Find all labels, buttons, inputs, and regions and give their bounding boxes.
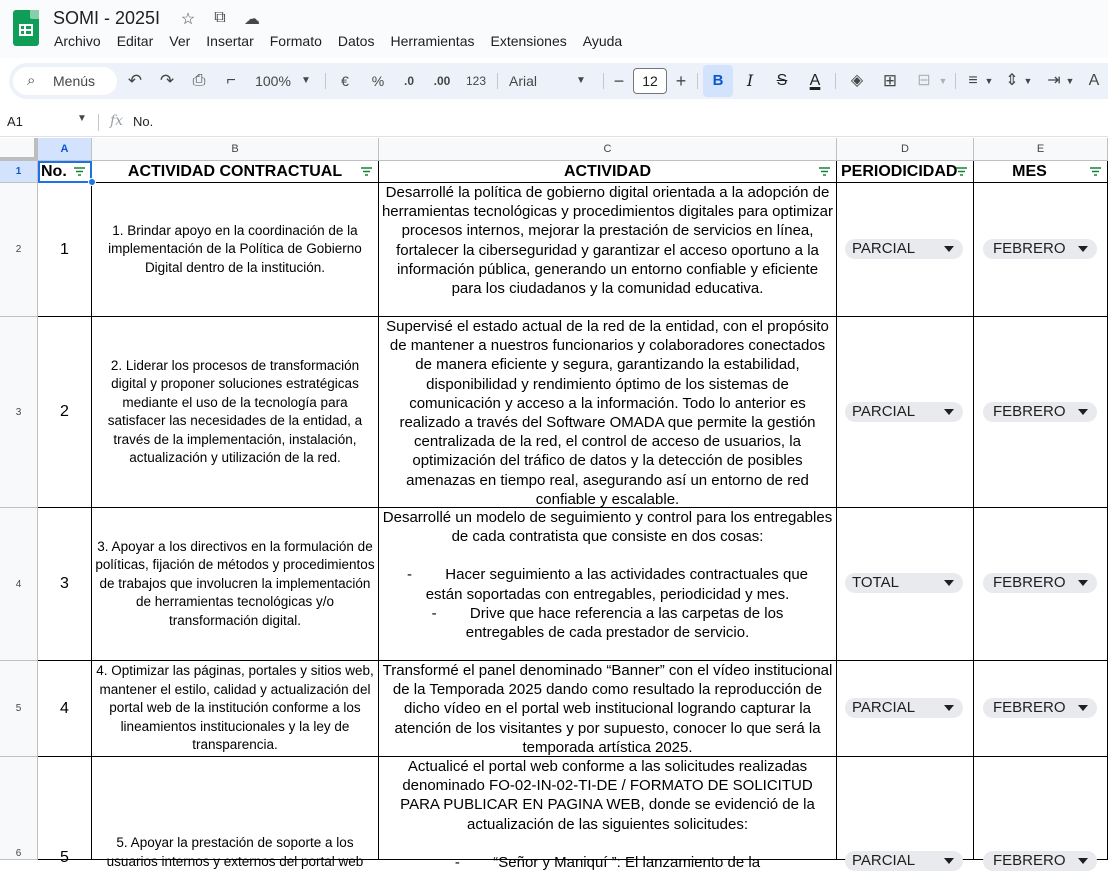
cell-periodicidad[interactable] — [837, 757, 974, 869]
row-header-2[interactable]: 2 — [0, 183, 38, 317]
text-rotation-icon[interactable]: A — [1088, 72, 1100, 89]
menu-extensiones[interactable]: Extensiones — [490, 33, 567, 49]
header-cell-actividad[interactable] — [379, 161, 837, 183]
periodicidad-value: PARCIAL — [852, 240, 916, 257]
menu-datos[interactable]: Datos — [337, 33, 375, 49]
menu-formato[interactable]: Formato — [269, 33, 322, 49]
contractual-text: 5. Apoyar la prestación de soporte a los usuarios internos y externos del portal web — [106, 835, 364, 869]
cell-no-value: 5 — [60, 849, 69, 866]
zoom-chevron-down-icon[interactable]: ▼ — [301, 75, 311, 86]
chevron-down-icon — [1078, 705, 1088, 711]
chevron-down-icon — [944, 409, 954, 415]
cell-periodicidad[interactable] — [837, 661, 974, 757]
header-actividad-label: ACTIVIDAD — [563, 162, 652, 180]
menu-ver[interactable]: Ver — [169, 33, 191, 49]
chevron-down-icon — [944, 580, 954, 586]
menu-bar — [54, 33, 638, 49]
header-cell-actividad-contractual[interactable] — [92, 161, 379, 183]
cell-actividad-contractual[interactable]: 2. Liderar los procesos de transformación digital y proponer soluciones estratégicas mediante el uso de la tecnología para satisfacer las necesidades de la entidad, a través de la implementación, instalación, actualización y utilización de la red. — [92, 317, 379, 508]
actividad-paragraph: Desarrollé un modelo de seguimiento y control para los entregables de cada contratista que consiste en dos cosas: — [382, 509, 833, 546]
fill-color-icon[interactable]: ◈ — [850, 72, 864, 89]
bold-button[interactable]: B — [703, 65, 733, 97]
row-header-5[interactable]: 5 — [0, 661, 38, 757]
title-bar — [0, 0, 1108, 58]
chevron-down-icon — [944, 705, 954, 711]
header-cell-periodicidad[interactable] — [837, 161, 974, 183]
periodicidad-value: PARCIAL — [852, 403, 916, 420]
font-chevron-down-icon[interactable]: ▼ — [576, 75, 586, 86]
chevron-down-icon — [1078, 580, 1088, 586]
mes-dropdown-chip[interactable] — [983, 239, 1097, 259]
periodicidad-dropdown-chip[interactable] — [845, 402, 963, 422]
header-no-label: No. — [41, 162, 67, 180]
cloud-status-icon[interactable]: ☁ — [244, 11, 260, 28]
chevron-down-icon — [1078, 246, 1088, 252]
menu-ayuda[interactable]: Ayuda — [582, 33, 623, 49]
cell-no[interactable]: 4 — [38, 661, 92, 757]
vertical-align-icon[interactable]: ⇕ — [1005, 72, 1019, 89]
actividad-blank-line — [381, 546, 834, 565]
mes-dropdown-chip[interactable] — [983, 402, 1097, 422]
cell-no[interactable]: 1 — [38, 183, 92, 317]
cell-mes[interactable] — [974, 661, 1108, 757]
horizontal-align-icon[interactable]: ≡ — [968, 72, 978, 89]
toolbar — [9, 63, 1108, 99]
actividad-paragraph: Actualicé el portal web conforme a las solicitudes realizadas denominado FO-02-IN-02-TI-DE / FORMATO DE SOLICITUD PARA PUBLICAR EN PAGINA WEB, donde se evidenció de la actualización de las siguientes solicitudes: — [400, 758, 815, 833]
actividad-bullet: - Hacer seguimiento a las actividades contractuales que están soportadas con entregables, periodicidad y mes. — [406, 566, 813, 603]
cell-periodicidad[interactable] — [837, 317, 974, 508]
formula-bar — [0, 108, 1108, 137]
row-header-6[interactable]: 6 — [0, 757, 38, 860]
periodicidad-dropdown-chip[interactable] — [845, 851, 963, 871]
wrap-chevron-down-icon[interactable]: ▼ — [1065, 76, 1075, 86]
menu-herramientas[interactable]: Herramientas — [390, 33, 475, 49]
column-header-c[interactable]: C — [379, 138, 837, 161]
cell-actividad[interactable] — [379, 757, 837, 871]
function-icon: fx — [110, 113, 124, 129]
header-periodicidad-label: PERIODICIDAD — [841, 162, 958, 180]
mes-value: FEBRERO — [993, 240, 1066, 257]
chevron-down-icon — [944, 246, 954, 252]
row-header-1[interactable]: 1 — [0, 161, 38, 183]
filter-icon[interactable] — [73, 165, 86, 178]
cell-no[interactable] — [38, 757, 92, 866]
redo-icon[interactable]: ↷ — [159, 71, 175, 90]
italic-button[interactable]: I — [746, 71, 754, 90]
actividad-paragraph: Transformé el panel denominado “Banner” con el vídeo institucional de la Temporada 2025 dando como resultado la reproducción de dicho vídeo en el portal web institucional logrando capturar la atención de los visitantes y por supuesto, conocer lo que será la temporada artística 2025. — [382, 662, 833, 756]
filter-icon[interactable] — [360, 165, 373, 178]
mes-value: FEBRERO — [993, 574, 1066, 591]
cell-no[interactable]: 3 — [38, 508, 92, 661]
borders-icon[interactable]: ⊞ — [882, 71, 898, 90]
increase-decimal-button[interactable]: .00 — [433, 74, 451, 88]
formula-input[interactable]: No. — [133, 114, 154, 129]
actividad-bullet: - Drive que hace referencia a las carpetas de los entregables de cada prestador de servicio. — [431, 604, 788, 642]
filter-icon[interactable] — [818, 165, 831, 178]
paint-format-icon[interactable]: ⌐ — [226, 72, 236, 89]
actividad-blank-line — [381, 834, 834, 853]
chevron-down-icon — [944, 858, 954, 864]
column-header-a[interactable]: A — [38, 138, 92, 161]
mes-value: FEBRERO — [993, 403, 1066, 420]
merge-chevron-down-icon[interactable]: ▼ — [938, 76, 948, 86]
currency-format-button[interactable]: € — [341, 73, 349, 89]
move-folder-icon[interactable]: ⧉ — [214, 9, 226, 26]
cell-no[interactable]: 2 — [38, 317, 92, 508]
strikethrough-button[interactable]: S — [776, 72, 788, 89]
name-box[interactable]: A1 — [7, 114, 23, 129]
cell-periodicidad[interactable] — [837, 508, 974, 661]
cell-periodicidad[interactable] — [837, 183, 974, 317]
name-box-chevron-down-icon[interactable]: ▼ — [77, 113, 87, 124]
cell-actividad-contractual[interactable]: 3. Apoyar a los directivos en la formulación de políticas, fijación de métodos y procedimientos de trabajos que involucren la implementación de herramientas tecnológicas y/o transformación digital. — [92, 508, 379, 661]
cell-actividad-contractual[interactable]: 1. Brindar apoyo en la coordinación de la implementación de la Política de Gobierno Digital dentro de la institución. — [92, 183, 379, 317]
periodicidad-value: TOTAL — [852, 574, 899, 591]
text-color-button[interactable]: A — [809, 72, 821, 89]
mes-dropdown-chip[interactable] — [983, 698, 1097, 718]
percent-format-button[interactable]: % — [371, 73, 385, 89]
column-header-e[interactable]: E — [974, 138, 1108, 161]
periodicidad-dropdown-chip[interactable] — [845, 698, 963, 718]
cell-actividad-contractual[interactable] — [92, 757, 379, 869]
chevron-down-icon — [1078, 409, 1088, 415]
cell-actividad[interactable] — [379, 508, 837, 661]
filter-icon[interactable] — [1089, 165, 1102, 178]
mes-dropdown-chip[interactable] — [983, 573, 1097, 593]
halign-chevron-down-icon[interactable]: ▼ — [984, 76, 994, 86]
actividad-paragraph: Desarrollé la política de gobierno digital orientada a la adopción de herramientas tecnológicas y procedimientos digitales para optimizar procesos internos, mejorar la prestación de servicios en línea, fortalecer la ciberseguridad y garantizar el acceso oportuno a la información pública, generando un entorno confiable y eficiente para los ciudadanos y la comunidad educativa. — [381, 184, 834, 298]
number-format-button[interactable]: 123 — [465, 74, 487, 88]
menu-insertar[interactable]: Insertar — [206, 33, 254, 49]
header-contractual-label: ACTIVIDAD CONTRACTUAL — [127, 162, 343, 180]
row-header-3[interactable]: 3 — [0, 317, 38, 508]
decrease-decimal-button[interactable]: .0 — [403, 74, 414, 88]
search-icon: ⌕ — [27, 72, 36, 89]
text-wrapping-icon[interactable]: ⇥ — [1047, 72, 1061, 89]
fill-handle[interactable] — [88, 178, 96, 186]
periodicidad-value: PARCIAL — [852, 852, 916, 869]
header-cell-no[interactable] — [38, 161, 92, 183]
search-menus-button[interactable] — [13, 67, 117, 95]
cell-actividad[interactable] — [379, 317, 837, 508]
zoom-select[interactable]: 100% — [255, 73, 291, 89]
cell-mes[interactable] — [974, 183, 1108, 317]
header-cell-mes[interactable] — [974, 161, 1108, 183]
search-menus-label: Menús — [53, 73, 96, 89]
font-select[interactable]: Arial — [509, 73, 538, 89]
cell-mes[interactable] — [974, 757, 1108, 869]
sheets-logo-icon[interactable] — [13, 10, 39, 46]
increase-font-size-icon[interactable]: + — [675, 71, 687, 91]
cell-actividad[interactable] — [379, 661, 837, 757]
font-size-input[interactable]: 12 — [633, 68, 667, 94]
document-title[interactable]: SOMI - 2025I — [53, 8, 161, 28]
merge-cells-icon[interactable]: ⊟ — [917, 72, 931, 89]
menu-archivo[interactable]: Archivo — [54, 33, 101, 49]
select-all-corner[interactable] — [0, 138, 38, 161]
menu-editar[interactable]: Editar — [116, 33, 154, 49]
undo-icon[interactable]: ↶ — [127, 71, 143, 90]
periodicidad-dropdown-chip[interactable] — [845, 573, 963, 593]
cell-actividad[interactable] — [379, 183, 837, 317]
chevron-down-icon — [1078, 858, 1088, 864]
mes-value: FEBRERO — [993, 699, 1066, 716]
column-header-b[interactable]: B — [92, 138, 379, 161]
cell-actividad-contractual[interactable]: 4. Optimizar las páginas, portales y sitios web, mantener el estilo, calidad y actualización del portal web de la institución conforme a los lineamientos institucionales y la ley de transparencia. — [92, 661, 379, 757]
print-icon[interactable]: ⎙ — [192, 72, 206, 89]
actividad-paragraph: Supervisé el estado actual de la red de la entidad, con el propósito de mantener a nuestros funcionarios y colaboradores conectados de manera eficiente y segura, garantizando la estabilidad, disponibilidad y rendimiento óptimo de los sistemas de comunicación y acceso a la información. Todo lo anterior es realizado a través del Software OMADA que permite la gestión centralizada de la red, el control de acceso de usuarios, la optimización del tráfico de datos y la detección de posibles amenazas en tiempo real, asegurando así un entorno de red confiable y escalable. — [386, 318, 829, 508]
star-icon[interactable]: ☆ — [180, 11, 196, 28]
filter-icon[interactable] — [955, 165, 968, 178]
column-header-d[interactable]: D — [837, 138, 974, 161]
periodicidad-value: PARCIAL — [852, 699, 916, 716]
header-mes-label: MES — [1012, 162, 1047, 180]
cell-mes[interactable] — [974, 317, 1108, 508]
mes-dropdown-chip[interactable] — [983, 851, 1097, 871]
cell-mes[interactable] — [974, 508, 1108, 661]
valign-chevron-down-icon[interactable]: ▼ — [1023, 76, 1033, 86]
actividad-bullet: - “Señor y Maniquí ”: El lanzamiento de la — [454, 853, 761, 871]
row-header-4[interactable]: 4 — [0, 508, 38, 661]
decrease-font-size-icon[interactable]: − — [613, 71, 625, 91]
mes-value: FEBRERO — [993, 852, 1066, 869]
periodicidad-dropdown-chip[interactable] — [845, 239, 963, 259]
